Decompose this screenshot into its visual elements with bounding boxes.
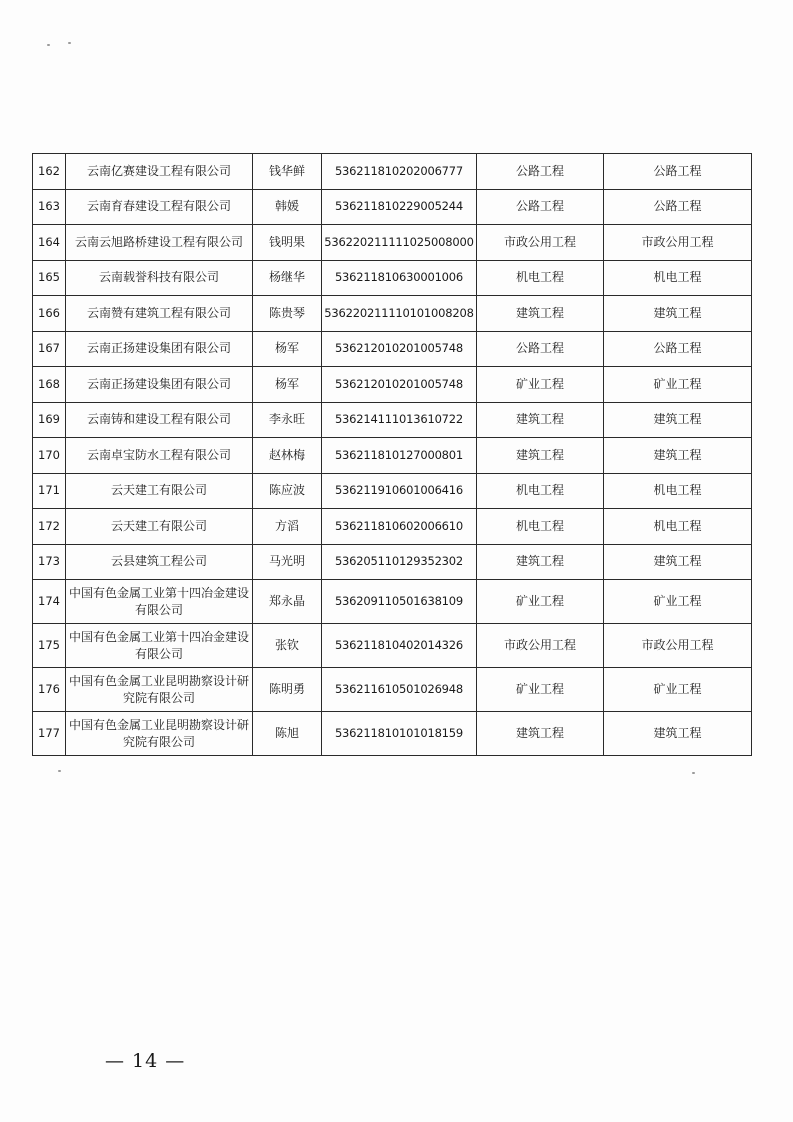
registration-table-body bbox=[33, 154, 752, 756]
registration-code: 536211810127000801 bbox=[322, 438, 477, 474]
person-name: 韩媛 bbox=[253, 189, 322, 225]
registered-major: 市政公用工程 bbox=[477, 624, 604, 668]
table-row bbox=[33, 473, 752, 509]
table-row bbox=[33, 331, 752, 367]
table-row bbox=[33, 544, 752, 580]
table-row bbox=[33, 668, 752, 712]
company-name: 云南载誉科技有限公司 bbox=[66, 260, 253, 296]
person-name: 杨军 bbox=[253, 367, 322, 403]
company-name: 云南铸和建设工程有限公司 bbox=[66, 402, 253, 438]
company-name: 云南云旭路桥建设工程有限公司 bbox=[66, 225, 253, 261]
row-index: 171 bbox=[33, 473, 66, 509]
table-row bbox=[33, 260, 752, 296]
registered-major: 市政公用工程 bbox=[477, 225, 604, 261]
row-index: 177 bbox=[33, 712, 66, 756]
registration-code: 536211810402014326 bbox=[322, 624, 477, 668]
person-name: 郑永晶 bbox=[253, 580, 322, 624]
row-index: 162 bbox=[33, 154, 66, 190]
practice-scope: 公路工程 bbox=[604, 331, 752, 367]
person-name: 杨军 bbox=[253, 331, 322, 367]
company-name: 云南亿赛建设工程有限公司 bbox=[66, 154, 253, 190]
company-name: 云天建工有限公司 bbox=[66, 509, 253, 545]
row-index: 172 bbox=[33, 509, 66, 545]
table-row bbox=[33, 438, 752, 474]
row-index: 165 bbox=[33, 260, 66, 296]
practice-scope: 市政公用工程 bbox=[604, 624, 752, 668]
company-name-line: 中国有色金属工业第十四冶金建设 bbox=[68, 585, 249, 600]
row-index: 170 bbox=[33, 438, 66, 474]
row-index: 166 bbox=[33, 296, 66, 332]
company-name: 云县建筑工程公司 bbox=[66, 544, 253, 580]
practice-scope: 建筑工程 bbox=[604, 296, 752, 332]
practice-scope: 市政公用工程 bbox=[604, 225, 752, 261]
person-name: 方滔 bbox=[253, 509, 322, 545]
practice-scope: 矿业工程 bbox=[604, 367, 752, 403]
company-name: 云南赞有建筑工程有限公司 bbox=[66, 296, 253, 332]
company-name-line: 中国有色金属工业昆明勘察设计研 bbox=[68, 673, 249, 688]
table-row bbox=[33, 225, 752, 261]
table-row bbox=[33, 154, 752, 190]
table-row bbox=[33, 580, 752, 624]
practice-scope: 矿业工程 bbox=[604, 668, 752, 712]
registered-major: 公路工程 bbox=[477, 331, 604, 367]
registration-code: 536212010201005748 bbox=[322, 331, 477, 367]
person-name: 陈旭 bbox=[253, 712, 322, 756]
registered-major: 机电工程 bbox=[477, 509, 604, 545]
table-row bbox=[33, 509, 752, 545]
person-name: 陈贵琴 bbox=[253, 296, 322, 332]
company-name bbox=[66, 668, 253, 712]
row-index: 164 bbox=[33, 225, 66, 261]
row-index: 174 bbox=[33, 580, 66, 624]
person-name: 马光明 bbox=[253, 544, 322, 580]
scan-speck bbox=[692, 772, 695, 774]
registered-major: 矿业工程 bbox=[477, 668, 604, 712]
table-row bbox=[33, 402, 752, 438]
company-name-line: 究院有限公司 bbox=[122, 690, 195, 705]
registered-major: 公路工程 bbox=[477, 154, 604, 190]
person-name: 张钦 bbox=[253, 624, 322, 668]
page-number: — 14 — bbox=[105, 1050, 186, 1072]
company-name-line: 有限公司 bbox=[134, 646, 183, 661]
table-row bbox=[33, 296, 752, 332]
table-row bbox=[33, 712, 752, 756]
company-name: 云南卓宝防水工程有限公司 bbox=[66, 438, 253, 474]
practice-scope: 建筑工程 bbox=[604, 712, 752, 756]
practice-scope: 公路工程 bbox=[604, 189, 752, 225]
person-name: 赵林梅 bbox=[253, 438, 322, 474]
table-row bbox=[33, 189, 752, 225]
practice-scope: 机电工程 bbox=[604, 473, 752, 509]
practice-scope: 建筑工程 bbox=[604, 544, 752, 580]
practice-scope: 机电工程 bbox=[604, 509, 752, 545]
registration-code: 536220211111025008000 bbox=[322, 225, 477, 261]
registered-major: 建筑工程 bbox=[477, 296, 604, 332]
registration-code: 536211610501026948 bbox=[322, 668, 477, 712]
company-name-line: 中国有色金属工业第十四冶金建设 bbox=[68, 629, 249, 644]
registered-major: 矿业工程 bbox=[477, 367, 604, 403]
registered-major: 公路工程 bbox=[477, 189, 604, 225]
person-name: 李永旺 bbox=[253, 402, 322, 438]
practice-scope: 矿业工程 bbox=[604, 580, 752, 624]
row-index: 175 bbox=[33, 624, 66, 668]
registration-code: 536220211110101008208 bbox=[322, 296, 477, 332]
row-index: 169 bbox=[33, 402, 66, 438]
company-name bbox=[66, 580, 253, 624]
registration-code: 536214111013610722 bbox=[322, 402, 477, 438]
company-name: 云天建工有限公司 bbox=[66, 473, 253, 509]
person-name: 陈明勇 bbox=[253, 668, 322, 712]
person-name: 钱华鲜 bbox=[253, 154, 322, 190]
registered-major: 建筑工程 bbox=[477, 712, 604, 756]
table-row bbox=[33, 367, 752, 403]
company-name bbox=[66, 624, 253, 668]
person-name: 陈应波 bbox=[253, 473, 322, 509]
practice-scope: 机电工程 bbox=[604, 260, 752, 296]
row-index: 168 bbox=[33, 367, 66, 403]
row-index: 167 bbox=[33, 331, 66, 367]
registration-code: 536212010201005748 bbox=[322, 367, 477, 403]
registration-code: 536205110129352302 bbox=[322, 544, 477, 580]
registration-code: 536211810229005244 bbox=[322, 189, 477, 225]
company-name: 云南正扬建设集团有限公司 bbox=[66, 331, 253, 367]
registration-code: 536211810202006777 bbox=[322, 154, 477, 190]
practice-scope: 建筑工程 bbox=[604, 438, 752, 474]
registered-major: 建筑工程 bbox=[477, 544, 604, 580]
registration-code: 536211810630001006 bbox=[322, 260, 477, 296]
registration-code: 536211910601006416 bbox=[322, 473, 477, 509]
company-name-line: 中国有色金属工业昆明勘察设计研 bbox=[68, 717, 249, 732]
practice-scope: 公路工程 bbox=[604, 154, 752, 190]
registered-major: 建筑工程 bbox=[477, 438, 604, 474]
company-name bbox=[66, 712, 253, 756]
row-index: 163 bbox=[33, 189, 66, 225]
registration-code: 536211810602006610 bbox=[322, 509, 477, 545]
registration-code: 536209110501638109 bbox=[322, 580, 477, 624]
registered-major: 矿业工程 bbox=[477, 580, 604, 624]
registration-table bbox=[32, 153, 752, 756]
company-name-line: 有限公司 bbox=[134, 602, 183, 617]
practice-scope: 建筑工程 bbox=[604, 402, 752, 438]
registered-major: 机电工程 bbox=[477, 260, 604, 296]
table-row bbox=[33, 624, 752, 668]
registered-major: 机电工程 bbox=[477, 473, 604, 509]
registration-code: 536211810101018159 bbox=[322, 712, 477, 756]
scan-speck bbox=[58, 770, 61, 772]
company-name-line: 究院有限公司 bbox=[122, 734, 195, 749]
company-name: 云南育春建设工程有限公司 bbox=[66, 189, 253, 225]
row-index: 173 bbox=[33, 544, 66, 580]
company-name: 云南正扬建设集团有限公司 bbox=[66, 367, 253, 403]
person-name: 杨继华 bbox=[253, 260, 322, 296]
scan-speck bbox=[47, 44, 50, 46]
scan-speck bbox=[68, 42, 71, 44]
registered-major: 建筑工程 bbox=[477, 402, 604, 438]
row-index: 176 bbox=[33, 668, 66, 712]
person-name: 钱明果 bbox=[253, 225, 322, 261]
